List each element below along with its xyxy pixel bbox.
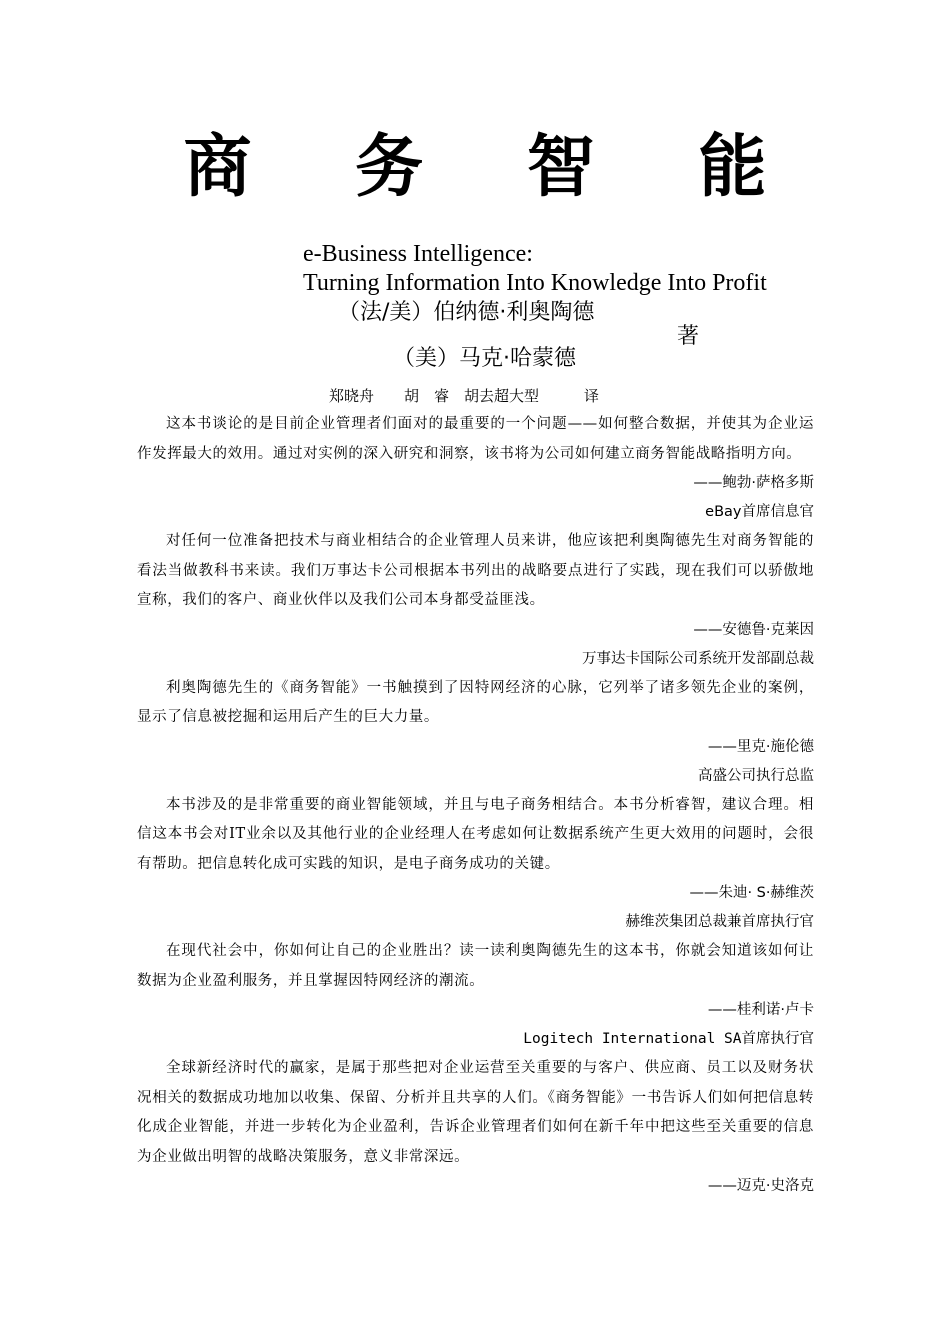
english-subtitle-line2: Turning Information Into Knowledge Into Profit: [303, 270, 767, 296]
endorsement-role: 高盛公司执行总监: [698, 767, 814, 784]
endorsement-text: 在现代社会中，你如何让自己的企业胜出？读一读利奥陶德先生的这本书，你就会知道该如何让数据为企业盈利服务，并且掌握因特网经济的潮流。: [137, 943, 814, 989]
endorsement: [137, 937, 814, 1054]
endorsement-name: ——桂利诺·卢卡: [707, 1002, 814, 1018]
endorsement-text: 对任何一位准备把技术与商业相结合的企业管理人员来讲，他应该把利奥陶德先生对商务智能的看法当做教科书来读。我们万事达卡公司根据本书列出的战略要点进行了实践，现在我们可以骄傲地宣称，我们的客户、商业伙伴以及我们公司本身都受益匪浅。: [137, 533, 814, 608]
endorsement-role: eBay首席信息官: [705, 504, 814, 520]
author-2: （美）马克·哈蒙德: [393, 346, 576, 371]
translators-line: 郑晓舟 胡 睿 胡去超大型 译: [329, 387, 600, 405]
endorsement-text: 本书涉及的是非常重要的商业智能领域，并且与电子商务相结合。本书分析睿智，建议合理。相信这本书会对IT业余以及其他行业的企业经理人在考虑如何让数据系统产生更大效用的问题时，会很有帮助。把信息转化成可实践的知识，是电子商务成功的关键。: [137, 796, 814, 872]
endorsement: [137, 791, 814, 938]
endorsement-role: 赫维茨集团总裁兼首席执行官: [625, 914, 814, 930]
endorsement: [137, 1054, 814, 1201]
endorsement: [137, 410, 814, 527]
english-subtitle: [303, 240, 903, 298]
endorsement-name: ——安德鲁·克莱因: [693, 621, 814, 638]
endorsement-name: ——里克·施伦德: [707, 738, 814, 755]
endorsement-role: 万事达卡国际公司系统开发部副总裁: [582, 650, 814, 667]
endorsement: [137, 674, 814, 791]
endorsement-name: ——鲍勃·萨格多斯: [693, 475, 814, 491]
endorsement-name: ——朱迪· S·赫维茨: [689, 885, 814, 901]
author-1: （法/美）伯纳德·利奥陶德: [338, 300, 595, 325]
endorsement-text: 全球新经济时代的赢家，是属于那些把对企业运营至关重要的与客户、供应商、员工以及财务状况相关的数据成功地加以收集、保留、分析并且共享的人们。《商务智能》一书告诉人们如何把信息转化成企业智能，并进一步转化为企业盈利，告诉企业管理者们如何在新千年中把这些至关重要的信息为企业做出明智的战略决策服务，意义非常深远。: [137, 1060, 814, 1165]
endorsement-text: 利奥陶德先生的《商务智能》一书触摸到了因特网经济的心脉，它列举了诸多领先企业的案例，显示了信息被挖掘和运用后产生的巨大力量。: [137, 679, 814, 725]
english-subtitle-line1: e-Business Intelligence:: [303, 241, 533, 267]
endorsement-name: ——迈克·史洛克: [707, 1178, 814, 1194]
endorsement-text: 这本书谈论的是目前企业管理者们面对的最重要的一个问题——如何整合数据，并使其为企业运作发挥最大的效用。通过对实例的深入研究和洞察，该书将为公司如何建立商务智能战略指明方向。: [137, 416, 814, 462]
endorsement: [137, 527, 814, 674]
author-suffix: 著: [677, 324, 700, 349]
endorsement-role: Logitech International SA首席执行官: [523, 1031, 814, 1047]
endorsements: [137, 410, 814, 1201]
book-title: 商 务 智 能: [183, 128, 807, 207]
